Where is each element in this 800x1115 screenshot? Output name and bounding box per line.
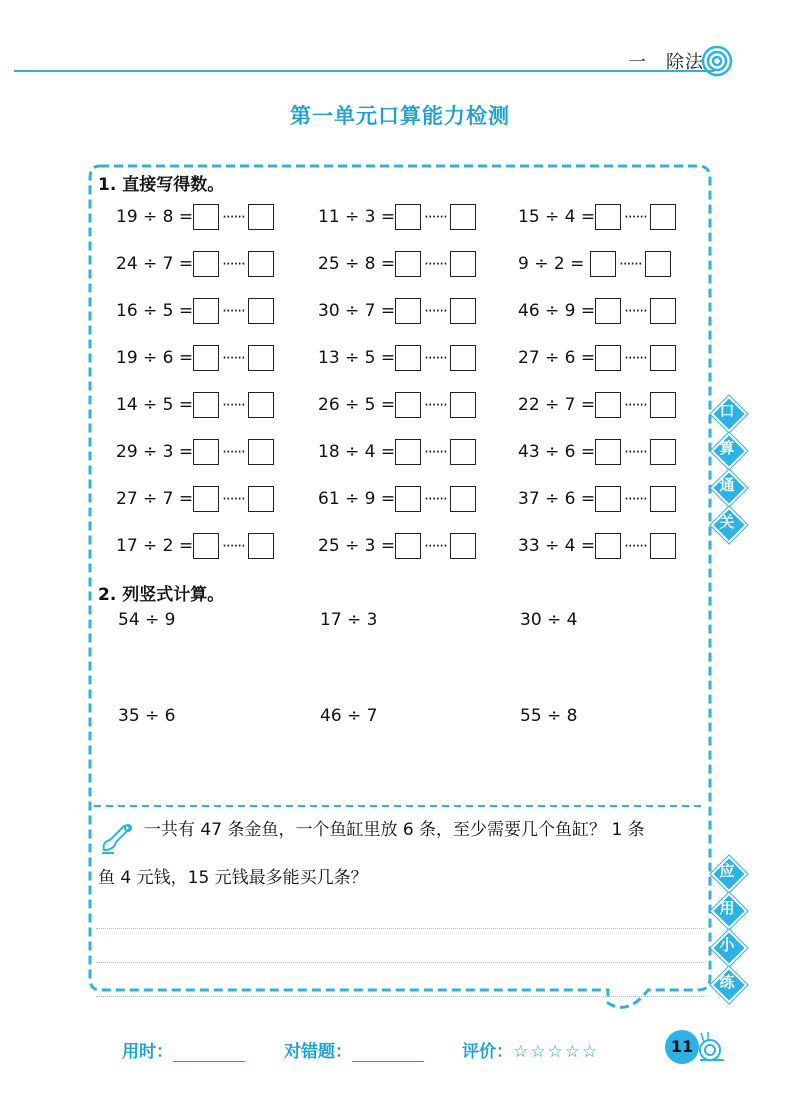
calc-problem [116,390,274,420]
calc-problem [318,202,476,232]
quotient-box[interactable] [193,392,219,418]
calc-expression: 16 ÷ 5 = [116,301,194,321]
rating-stars[interactable]: ☆☆☆☆☆ [513,1042,600,1062]
remainder-box[interactable] [248,251,274,277]
remainder-dots: ······ [424,255,447,273]
remainder-box[interactable] [450,486,476,512]
remainder-dots: ······ [624,537,647,555]
remainder-box[interactable] [248,298,274,324]
correct-blank[interactable] [352,1043,424,1062]
chapter-label: 一 除法 [628,52,704,73]
remainder-dots: ······ [624,396,647,414]
calc-problem [116,343,274,373]
side-tab: 小 [710,929,744,963]
side-tab: 练 [710,966,744,1000]
page-title: 第一单元口算能力检测 [290,104,510,128]
calc-expression: 18 ÷ 4 = [318,442,396,462]
remainder-box[interactable] [650,533,676,559]
quotient-box[interactable] [193,204,219,230]
quotient-box[interactable] [193,345,219,371]
vertical-calc-item: 54 ÷ 9 [118,610,176,630]
remainder-dots: ······ [424,537,447,555]
calc-expression: 14 ÷ 5 = [116,395,194,415]
remainder-box[interactable] [450,345,476,371]
correct-field [284,1037,424,1062]
calc-problem [116,202,274,232]
quotient-box[interactable] [395,439,421,465]
calc-expression: 33 ÷ 4 = [518,536,596,556]
calc-problem [318,343,476,373]
writing-line [96,962,706,963]
writing-line [96,996,706,997]
calc-expression: 46 ÷ 9 = [518,301,596,321]
calc-expression: 9 ÷ 2 = [518,254,585,274]
calc-problem [116,296,274,326]
vertical-calc-item: 17 ÷ 3 [320,610,378,630]
time-field [122,1037,245,1062]
vertical-calc-item: 46 ÷ 7 [320,706,378,726]
quotient-box[interactable] [395,533,421,559]
remainder-dots: ······ [424,490,447,508]
vertical-calc-item: 30 ÷ 4 [520,610,578,630]
remainder-dots: ······ [424,443,447,461]
remainder-dots: ······ [222,255,245,273]
remainder-dots: ······ [222,443,245,461]
remainder-dots: ······ [222,396,245,414]
remainder-box[interactable] [450,204,476,230]
remainder-dots: ······ [222,349,245,367]
remainder-box[interactable] [450,298,476,324]
remainder-box[interactable] [248,392,274,418]
correct-label: 对错题： [284,1042,352,1062]
section1-heading: 1. 直接写得数。 [98,175,225,195]
quotient-box[interactable] [395,204,421,230]
quotient-box[interactable] [595,204,621,230]
calc-expression: 37 ÷ 6 = [518,489,596,509]
remainder-box[interactable] [650,439,676,465]
remainder-dots: ······ [424,349,447,367]
pen-icon [98,820,138,856]
remainder-box[interactable] [450,439,476,465]
vertical-calc-item: 35 ÷ 6 [118,706,176,726]
remainder-box[interactable] [248,439,274,465]
calc-expression: 27 ÷ 6 = [518,348,596,368]
quotient-box[interactable] [395,298,421,324]
remainder-box[interactable] [248,533,274,559]
calc-expression: 17 ÷ 2 = [116,536,194,556]
side-tab: 通 [710,469,744,503]
calc-expression: 26 ÷ 5 = [318,395,396,415]
calc-expression: 19 ÷ 8 = [116,207,194,227]
calc-problem [318,484,476,514]
spiral-icon [700,44,734,78]
calc-expression: 11 ÷ 3 = [318,207,396,227]
remainder-box[interactable] [450,533,476,559]
remainder-dots: ······ [424,302,447,320]
writing-line [96,928,706,929]
calc-problem [318,390,476,420]
remainder-dots: ······ [424,396,447,414]
rating-field [462,1037,599,1062]
calc-problem [116,484,274,514]
calc-problem [518,484,676,514]
remainder-box[interactable] [650,298,676,324]
calc-problem [116,437,274,467]
calc-expression: 27 ÷ 7 = [116,489,194,509]
quotient-box[interactable] [595,392,621,418]
side-tab: 算 [710,432,744,466]
calc-problem [518,437,676,467]
calc-problem [116,249,274,279]
vertical-calc-item: 55 ÷ 8 [520,706,578,726]
remainder-box[interactable] [650,204,676,230]
remainder-box[interactable] [248,204,274,230]
calc-problem [116,531,274,561]
calc-problem [518,343,676,373]
calc-problem [318,249,476,279]
calc-expression: 13 ÷ 5 = [318,348,396,368]
time-blank[interactable] [173,1043,245,1062]
application-line1: 一共有 47 条金鱼，一个鱼缸里放 6 条，至少需要几个鱼缸？ 1 条 [144,820,645,840]
calc-problem [518,249,671,279]
quotient-box[interactable] [595,345,621,371]
snail-icon [692,1030,726,1064]
time-label: 用时： [122,1042,173,1062]
quotient-box[interactable] [193,439,219,465]
side-tab: 应 [710,855,744,889]
rating-label: 评价： [462,1042,513,1062]
remainder-dots: ······ [624,490,647,508]
calc-expression: 22 ÷ 7 = [518,395,596,415]
calc-expression: 43 ÷ 6 = [518,442,596,462]
quotient-box[interactable] [590,251,616,277]
quotient-box[interactable] [395,251,421,277]
remainder-box[interactable] [650,345,676,371]
remainder-dots: ······ [624,443,647,461]
remainder-box[interactable] [645,251,671,277]
section2-heading: 2. 列竖式计算。 [98,585,225,605]
side-tab: 用 [710,892,744,926]
remainder-box[interactable] [650,486,676,512]
calc-expression: 15 ÷ 4 = [518,207,596,227]
calc-problem [318,296,476,326]
quotient-box[interactable] [193,486,219,512]
calc-expression: 19 ÷ 6 = [116,348,194,368]
remainder-dots: ······ [222,490,245,508]
calc-problem [518,202,676,232]
remainder-box[interactable] [450,251,476,277]
remainder-box[interactable] [450,392,476,418]
remainder-dots: ······ [619,255,642,273]
header-rule [14,70,714,72]
quotient-box[interactable] [595,486,621,512]
application-line2: 鱼 4 元钱，15 元钱最多能买几条？ [98,868,368,888]
quotient-box[interactable] [395,392,421,418]
remainder-dots: ······ [424,208,447,226]
remainder-box[interactable] [248,345,274,371]
remainder-dots: ······ [222,302,245,320]
calc-problem [518,531,676,561]
remainder-box[interactable] [650,392,676,418]
quotient-box[interactable] [595,533,621,559]
side-tab: 关 [710,506,744,540]
page-number: 11 [665,1030,699,1064]
quotient-box[interactable] [193,533,219,559]
quotient-box[interactable] [595,298,621,324]
calc-expression: 29 ÷ 3 = [116,442,194,462]
quotient-box[interactable] [595,439,621,465]
calc-expression: 25 ÷ 3 = [318,536,396,556]
calc-problem [518,390,676,420]
calc-problem [518,296,676,326]
remainder-dots: ······ [222,208,245,226]
quotient-box[interactable] [193,298,219,324]
remainder-dots: ······ [222,537,245,555]
calc-expression: 24 ÷ 7 = [116,254,194,274]
calc-expression: 61 ÷ 9 = [318,489,396,509]
quotient-box[interactable] [193,251,219,277]
remainder-dots: ······ [624,302,647,320]
quotient-box[interactable] [395,345,421,371]
side-tab: 口 [710,395,744,429]
calc-expression: 30 ÷ 7 = [318,301,396,321]
remainder-dots: ······ [624,349,647,367]
quotient-box[interactable] [395,486,421,512]
remainder-box[interactable] [248,486,274,512]
calc-expression: 25 ÷ 8 = [318,254,396,274]
calc-problem [318,437,476,467]
remainder-dots: ······ [624,208,647,226]
calc-problem [318,531,476,561]
